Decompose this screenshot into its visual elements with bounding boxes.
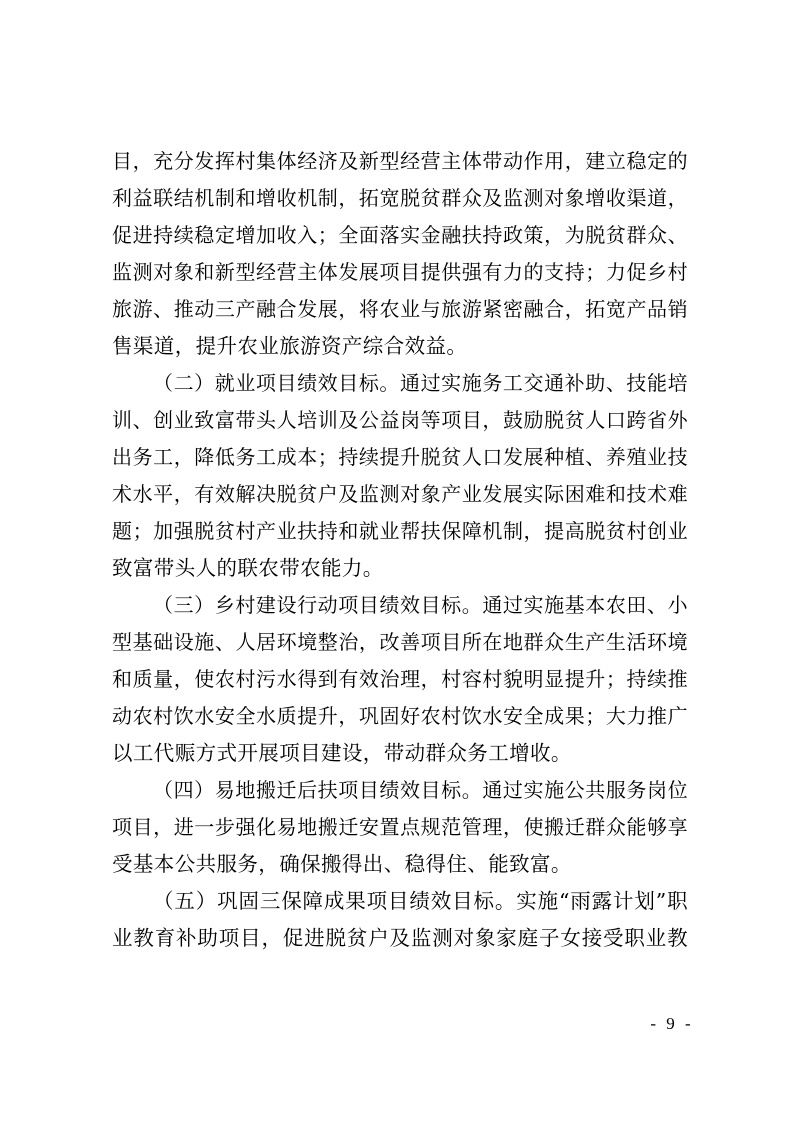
- text-line: 促进持续稳定增加收入；全面落实金融扶持政策，为脱贫群众、: [112, 223, 688, 247]
- text-line: 出务工，降低务工成本；持续提升脱贫人口发展种植、养殖业技: [112, 445, 688, 469]
- text-line: 业教育补助项目，促进脱贫户及监测对象家庭子女接受职业教: [112, 926, 688, 950]
- text-line: 动农村饮水安全水质提升，巩固好农村饮水安全成果；大力推广: [112, 704, 688, 728]
- section-heading-line: （五）巩固三保障成果项目绩效目标。实施“雨露计划”职: [153, 889, 688, 913]
- text-line: 受基本公共服务，确保搬得出、稳得住、能致富。: [112, 852, 572, 876]
- text-line: 监测对象和新型经营主体发展项目提供强有力的支持；力促乡村: [112, 260, 688, 284]
- section-heading-line: （二）就业项目绩效目标。通过实施务工交通补助、技能培: [153, 371, 688, 395]
- text-line: 利益联结机制和增收机制，拓宽脱贫群众及监测对象增收渠道，: [112, 186, 688, 210]
- section-heading-line: （四）易地搬迁后扶项目绩效目标。通过实施公共服务岗位: [153, 778, 688, 802]
- section-heading-line: （三）乡村建设行动项目绩效目标。通过实施基本农田、小: [153, 593, 688, 617]
- text-line: 售渠道，提升农业旅游资产综合效益。: [112, 334, 468, 358]
- body-text: [112, 143, 688, 957]
- text-line: 型基础设施、人居环境整治，改善项目所在地群众生产生活环境: [112, 630, 688, 654]
- text-line: 题；加强脱贫村产业扶持和就业帮扶保障机制，提高脱贫村创业: [112, 519, 688, 543]
- page-number: - 9 -: [650, 1014, 694, 1033]
- text-line: 术水平，有效解决脱贫户及监测对象产业发展实际困难和技术难: [112, 482, 688, 506]
- text-line: 和质量，使农村污水得到有效治理，村容村貌明显提升；持续推: [112, 667, 688, 691]
- text-line: 旅游、推动三产融合发展，将农业与旅游紧密融合，拓宽产品销: [112, 297, 688, 321]
- text-line: 训、创业致富带头人培训及公益岗等项目，鼓励脱贫人口跨省外: [112, 408, 688, 432]
- text-line: 目，充分发挥村集体经济及新型经营主体带动作用，建立稳定的: [112, 149, 688, 173]
- text-line: 项目，进一步强化易地搬迁安置点规范管理，使搬迁群众能够享: [112, 815, 688, 839]
- text-line: 以工代赈方式开展项目建设，带动群众务工增收。: [112, 741, 572, 765]
- text-line: 致富带头人的联农带农能力。: [112, 556, 384, 580]
